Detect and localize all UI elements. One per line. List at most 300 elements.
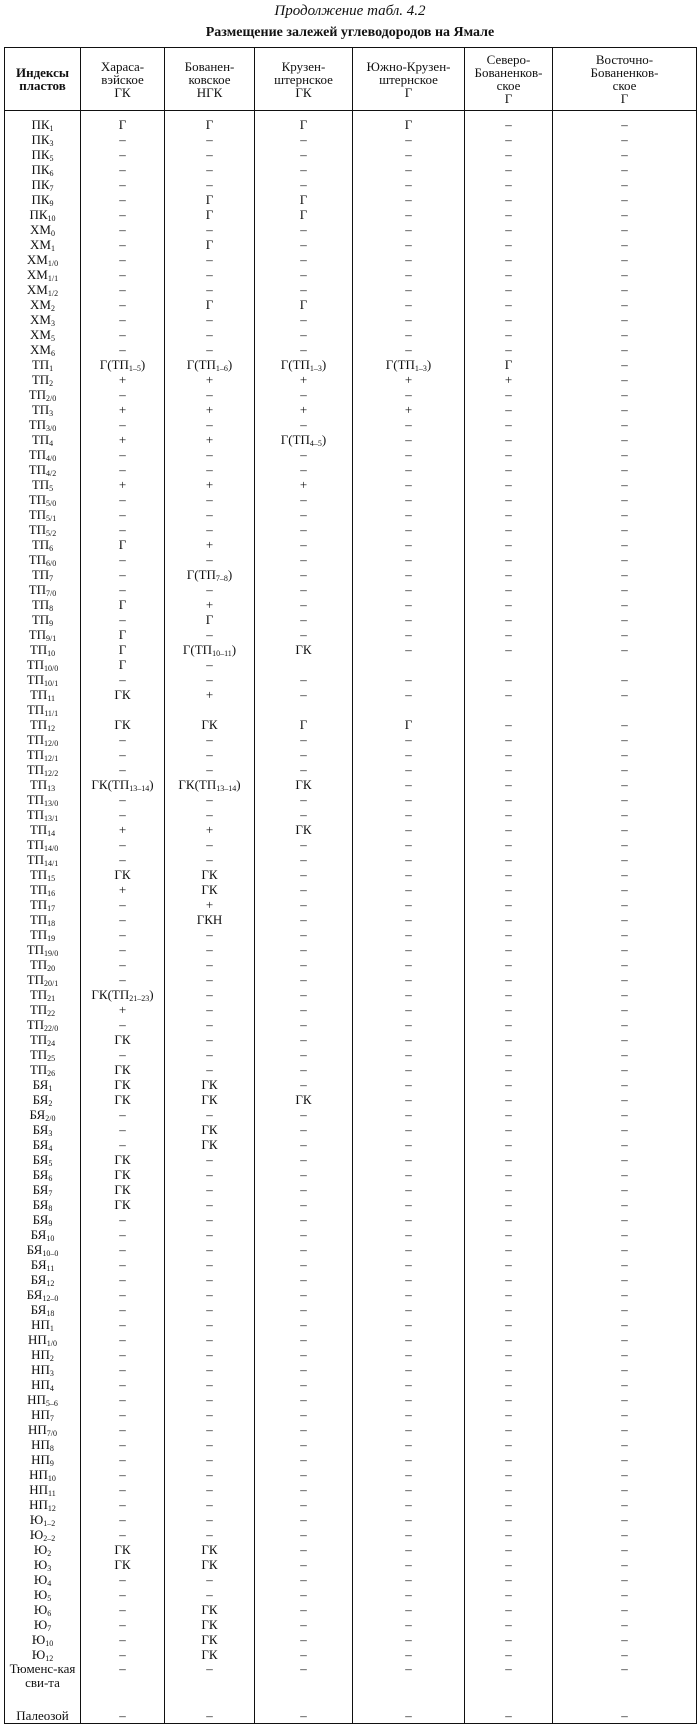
cell-subscript: 13/1 (44, 814, 59, 822)
formation-index-cell (5, 822, 81, 837)
cell-text: БЯ (26, 1287, 43, 1302)
table-row (5, 912, 697, 927)
deposit-type-cell (465, 282, 553, 297)
deposit-type-cell (465, 1302, 553, 1317)
cell-text: – (206, 747, 213, 762)
deposit-type-cell (255, 927, 353, 942)
cell-text: – (505, 1377, 512, 1392)
cell-text: – (206, 552, 213, 567)
formation-index-cell (5, 1572, 81, 1587)
cell-text: – (300, 1347, 307, 1362)
cell-text: – (505, 312, 512, 327)
deposit-type-cell (465, 1482, 553, 1497)
formation-index-cell (5, 687, 81, 702)
cell-text: + (205, 477, 214, 492)
cell-text: – (206, 132, 213, 147)
cell-text: – (405, 672, 412, 687)
cell-text: БЯ (32, 1077, 49, 1092)
cell-text: – (405, 1002, 412, 1017)
cell-text: – (405, 762, 412, 777)
cell-text: БЯ (30, 1302, 47, 1317)
deposit-type-cell (553, 687, 697, 702)
cell-text: – (405, 1602, 412, 1617)
cell-text: – (300, 732, 307, 747)
deposit-type-cell (81, 1332, 165, 1347)
cell-text: БЯ (32, 1122, 49, 1137)
deposit-type-cell (553, 897, 697, 912)
deposit-type-cell (465, 1407, 553, 1422)
cell-text: – (300, 1482, 307, 1497)
cell-text: Г(ТП (182, 642, 213, 657)
cell-text: – (621, 192, 628, 207)
cell-text: – (206, 972, 213, 987)
deposit-type-cell (81, 1122, 165, 1137)
cell-text: + (118, 1002, 127, 1017)
cell-text: – (505, 942, 512, 957)
cell-text: – (405, 732, 412, 747)
deposit-type-cell (81, 1077, 165, 1092)
cell-text: ГК (114, 867, 131, 882)
cell-text: ГКН (196, 912, 223, 927)
deposit-type-cell (465, 372, 553, 387)
cell-text: – (505, 1182, 512, 1197)
formation-index-cell (5, 1587, 81, 1602)
deposit-type-cell (553, 1077, 697, 1092)
deposit-type-cell (165, 1647, 255, 1662)
deposit-type-cell (465, 747, 553, 762)
cell-text: – (405, 1092, 412, 1107)
cell-text: Г (299, 192, 308, 207)
cell-text: – (405, 1452, 412, 1467)
deposit-type-cell (553, 1317, 697, 1332)
cell-text: – (300, 1422, 307, 1437)
table-row (5, 1467, 697, 1482)
deposit-type-cell (553, 357, 697, 372)
cell-text: – (505, 612, 512, 627)
cell-text: Г (299, 207, 308, 222)
deposit-type-cell (165, 927, 255, 942)
deposit-type-cell (353, 1557, 465, 1572)
deposit-type-cell (465, 207, 553, 222)
cell-text: – (119, 1602, 126, 1617)
deposit-type-cell (165, 372, 255, 387)
table-row (5, 1542, 697, 1557)
cell-text: Г (404, 717, 413, 732)
cell-text: Г (205, 117, 214, 132)
cell-text: – (300, 342, 307, 357)
cell-text: – (119, 1272, 126, 1287)
deposit-type-cell (165, 1137, 255, 1152)
deposit-type-cell (553, 582, 697, 597)
cell-text: – (206, 1482, 213, 1497)
cell-text: – (621, 822, 628, 837)
deposit-type-cell (553, 1632, 697, 1647)
cell-text: – (206, 1422, 213, 1437)
deposit-type-cell (465, 1017, 553, 1032)
cell-text: – (206, 1152, 213, 1167)
cell-text: – (405, 1017, 412, 1032)
cell-text: – (405, 387, 412, 402)
cell-text: – (505, 1527, 512, 1542)
cell-text: – (119, 162, 126, 177)
deposit-type-cell (165, 267, 255, 282)
cell-text: – (206, 942, 213, 957)
table-row (5, 672, 697, 687)
deposit-type-cell (165, 687, 255, 702)
cell-text: – (621, 117, 628, 132)
cell-text: Г(ТП (280, 432, 310, 447)
deposit-type-cell (553, 237, 697, 252)
table-row (5, 387, 697, 402)
deposit-type-cell (255, 372, 353, 387)
cell-text: ТП (28, 582, 47, 597)
formation-index-cell (5, 1047, 81, 1062)
cell-text: БЯ (29, 1107, 46, 1122)
cell-text: – (505, 1632, 512, 1647)
table-row (5, 1212, 697, 1227)
deposit-type-cell (165, 792, 255, 807)
table-row (5, 1227, 697, 1242)
cell-text: – (505, 1647, 512, 1662)
cell-text: – (206, 1227, 213, 1242)
table-row (5, 777, 697, 792)
deposit-type-cell (353, 987, 465, 1002)
cell-text: – (405, 1467, 412, 1482)
deposit-type-cell (255, 447, 353, 462)
deposit-type-cell (81, 1182, 165, 1197)
deposit-type-cell (165, 522, 255, 537)
cell-subscript: 11 (48, 1489, 56, 1497)
deposit-type-cell (81, 852, 165, 867)
deposit-type-cell (165, 207, 255, 222)
deposit-type-cell (553, 702, 697, 717)
deposit-type-cell (81, 1377, 165, 1392)
cell-text: – (505, 1557, 512, 1572)
deposit-type-cell (465, 1647, 553, 1662)
deposit-type-cell (255, 1107, 353, 1122)
cell-text: – (206, 447, 213, 462)
cell-text: – (405, 792, 412, 807)
deposit-type-cell (81, 582, 165, 597)
cell-text: – (405, 1197, 412, 1212)
deposit-type-cell (255, 1437, 353, 1452)
cell-text: ГК (114, 1062, 131, 1077)
table-row (5, 207, 697, 222)
cell-text: ТП (29, 717, 48, 732)
cell-text: – (505, 912, 512, 927)
deposit-type-cell (465, 957, 553, 972)
cell-text: – (505, 597, 512, 612)
deposit-type-cell (553, 477, 697, 492)
cell-text: – (621, 882, 628, 897)
cell-text: ГК (114, 1092, 131, 1107)
cell-subscript: 1–3 (414, 364, 427, 372)
cell-text: – (621, 1422, 628, 1437)
deposit-type-cell (353, 222, 465, 237)
deposit-type-cell (81, 1032, 165, 1047)
deposit-type-cell (255, 1062, 353, 1077)
cell-text: – (621, 477, 628, 492)
cell-text: Ю (33, 1572, 48, 1587)
deposit-type-cell (465, 237, 553, 252)
deposit-type-cell (165, 1662, 255, 1708)
deposit-type-cell (553, 1032, 697, 1047)
deposit-type-cell (165, 432, 255, 447)
deposit-type-cell (553, 1662, 697, 1708)
deposit-type-cell (465, 1512, 553, 1527)
cell-text: – (505, 492, 512, 507)
cell-subscript: 3 (47, 1564, 52, 1572)
deposit-type-cell (81, 1647, 165, 1662)
deposit-type-cell (81, 867, 165, 882)
deposit-type-cell (553, 252, 697, 267)
cell-text: – (405, 747, 412, 762)
deposit-type-cell (165, 1602, 255, 1617)
cell-text: – (300, 522, 307, 537)
cell-text: – (405, 132, 412, 147)
cell-text: – (505, 222, 512, 237)
deposit-type-cell (165, 1497, 255, 1512)
cell-text: – (505, 417, 512, 432)
formation-index-cell (5, 837, 81, 852)
deposit-type-cell (553, 177, 697, 192)
deposit-type-cell (165, 627, 255, 642)
deposit-type-cell (255, 612, 353, 627)
cell-text: – (405, 522, 412, 537)
cell-text: Г (504, 357, 513, 372)
deposit-type-cell (353, 237, 465, 252)
cell-text: – (300, 1107, 307, 1122)
deposit-type-cell (165, 147, 255, 162)
cell-text: + (205, 897, 214, 912)
cell-text: – (621, 147, 628, 162)
table-row (5, 237, 697, 252)
table-row (5, 297, 697, 312)
column-header-line: Бованенков- (474, 65, 543, 80)
deposit-type-cell (255, 1407, 353, 1422)
cell-text: + (205, 432, 214, 447)
cell-text: – (405, 147, 412, 162)
cell-text: – (405, 1557, 412, 1572)
cell-text: Г (299, 297, 308, 312)
cell-text: + (118, 882, 127, 897)
deposit-type-cell (81, 342, 165, 357)
cell-subscript: 21–23 (129, 994, 150, 1002)
cell-text: – (405, 177, 412, 192)
cell-text: – (405, 1272, 412, 1287)
cell-text: – (300, 1332, 307, 1347)
deposit-type-cell (81, 672, 165, 687)
cell-text: – (505, 207, 512, 222)
cell-text: НП (31, 1437, 50, 1452)
deposit-type-cell (553, 1647, 697, 1662)
cell-text: – (300, 132, 307, 147)
deposit-type-cell (353, 282, 465, 297)
cell-subscript: 3 (50, 319, 55, 327)
deposit-type-cell (81, 1587, 165, 1602)
cell-text: – (621, 1092, 628, 1107)
deposit-type-cell (81, 177, 165, 192)
cell-text: – (621, 1227, 628, 1242)
deposit-type-cell (81, 192, 165, 207)
cell-text: ) (321, 357, 327, 372)
cell-subscript: 2/0 (46, 394, 57, 402)
cell-subscript: 1 (50, 244, 55, 252)
cell-text: – (119, 327, 126, 342)
deposit-type-cell (165, 1512, 255, 1527)
deposit-type-cell (353, 957, 465, 972)
deposit-type-cell (353, 537, 465, 552)
deposit-type-cell (165, 252, 255, 267)
table-row (5, 1047, 697, 1062)
deposit-type-cell (465, 1527, 553, 1542)
deposit-type-cell (465, 1122, 553, 1137)
cell-text: – (505, 1512, 512, 1527)
formation-index-cell (5, 417, 81, 432)
deposit-type-cell (553, 1542, 697, 1557)
cell-text: – (300, 1062, 307, 1077)
formation-index-cell (5, 1152, 81, 1167)
cell-text: ) (321, 432, 327, 447)
deposit-type-cell (353, 642, 465, 657)
cell-text: – (621, 1662, 628, 1676)
cell-text: ГК (114, 1197, 131, 1212)
cell-text: – (405, 1377, 412, 1392)
cell-text: – (405, 1708, 412, 1723)
cell-subscript: 24 (47, 1039, 56, 1047)
table-row (5, 132, 697, 147)
deposit-type-cell (81, 792, 165, 807)
cell-text: – (505, 1587, 512, 1602)
deposit-type-cell (353, 1467, 465, 1482)
table-row (5, 507, 697, 522)
cell-subscript: 3 (48, 1129, 53, 1137)
deposit-type-cell (353, 1632, 465, 1647)
deposit-type-cell (553, 1587, 697, 1602)
deposit-type-cell (553, 1527, 697, 1542)
deposit-type-cell (353, 822, 465, 837)
deposit-type-cell (255, 732, 353, 747)
cell-text: ТП (31, 567, 50, 582)
cell-text: – (405, 327, 412, 342)
deposit-type-cell (165, 762, 255, 777)
formation-index-cell (5, 237, 81, 252)
formation-index-cell (5, 657, 81, 672)
cell-text: – (300, 267, 307, 282)
cell-text: НП (27, 1392, 46, 1407)
deposit-type-cell (353, 927, 465, 942)
cell-subscript: 13–14 (216, 784, 237, 792)
deposit-type-cell (353, 762, 465, 777)
deposit-type-cell (553, 1257, 697, 1272)
cell-text: – (300, 1572, 307, 1587)
cell-text: ) (149, 987, 154, 1002)
cell-subscript: 15 (47, 874, 56, 882)
formation-index-cell (5, 1272, 81, 1287)
cell-text: – (119, 237, 126, 252)
deposit-type-cell (553, 1437, 697, 1452)
cell-text: – (119, 897, 126, 912)
formation-index-cell (5, 1512, 81, 1527)
deposit-type-cell (353, 1257, 465, 1272)
cell-text: + (299, 372, 308, 387)
cell-text: – (621, 627, 628, 642)
column-header-line: НГК (196, 84, 223, 100)
deposit-type-cell (81, 111, 165, 133)
cell-text: – (300, 852, 307, 867)
table-row (5, 1257, 697, 1272)
deposit-type-cell (81, 387, 165, 402)
cell-text: – (405, 1032, 412, 1047)
table-row (5, 642, 697, 657)
cell-subscript: 5/1 (46, 514, 57, 522)
cell-text: – (505, 1197, 512, 1212)
deposit-type-cell (165, 1062, 255, 1077)
table-row (5, 312, 697, 327)
deposit-type-cell (353, 567, 465, 582)
deposit-type-cell (165, 1482, 255, 1497)
cell-text: – (300, 912, 307, 927)
deposit-type-cell (553, 1407, 697, 1422)
cell-text: – (405, 1617, 412, 1632)
deposit-type-cell (553, 837, 697, 852)
cell-text: – (206, 1167, 213, 1182)
cell-text: – (119, 1662, 126, 1676)
cell-subscript: 9/1 (46, 634, 57, 642)
deposit-type-cell (465, 147, 553, 162)
cell-text: ТП (28, 447, 47, 462)
formation-index-cell (5, 567, 81, 582)
cell-text: ПК (31, 162, 50, 177)
cell-text: – (505, 1662, 512, 1676)
cell-text: ТП (31, 477, 50, 492)
deposit-type-cell (255, 1362, 353, 1377)
deposit-type-cell (81, 237, 165, 252)
deposit-type-cell (165, 1347, 255, 1362)
cell-text: – (505, 1212, 512, 1227)
cell-text: Г (205, 207, 214, 222)
deposit-type-cell (353, 1077, 465, 1092)
cell-text: – (505, 582, 512, 597)
cell-text: – (119, 1572, 126, 1587)
cell-text: – (206, 1512, 213, 1527)
cell-text: – (621, 762, 628, 777)
cell-text: – (621, 537, 628, 552)
cell-text: – (300, 807, 307, 822)
deposit-type-cell (465, 942, 553, 957)
deposit-type-cell (353, 882, 465, 897)
deposit-type-cell (255, 777, 353, 792)
cell-text: + (299, 402, 308, 417)
cell-text: – (505, 1152, 512, 1167)
cell-text: – (505, 1317, 512, 1332)
deposit-type-cell (165, 1422, 255, 1437)
cell-text: – (300, 1617, 307, 1632)
cell-text: ТП (29, 897, 48, 912)
deposit-type-cell (255, 192, 353, 207)
deposit-type-cell (81, 957, 165, 972)
deposit-type-cell (81, 1602, 165, 1617)
deposit-type-cell (465, 1257, 553, 1272)
column-header-field-1 (81, 48, 165, 111)
deposit-type-cell (165, 1017, 255, 1032)
cell-text: – (119, 567, 126, 582)
cell-subscript: 5–6 (45, 1399, 58, 1407)
cell-text: Ю (33, 1542, 48, 1557)
cell-text: Г (205, 237, 214, 252)
deposit-type-cell (553, 1482, 697, 1497)
deposit-type-cell (255, 627, 353, 642)
